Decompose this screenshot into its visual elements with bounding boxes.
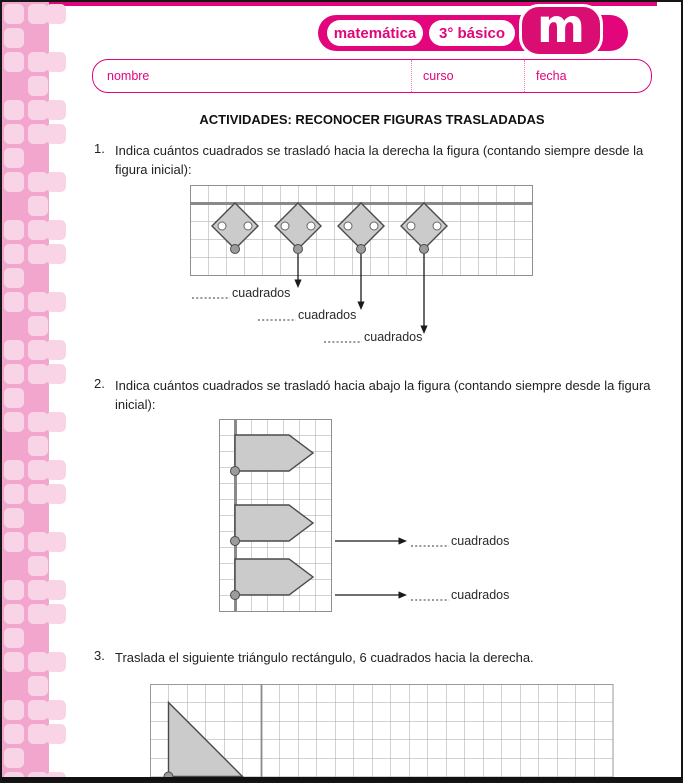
vertex-circle — [370, 222, 378, 230]
vertex-circle — [307, 222, 315, 230]
answer-blank-label: cuadrados — [298, 308, 357, 322]
exercise-3 — [94, 648, 653, 667]
figure-1-svg — [190, 185, 538, 353]
figure-1 — [190, 185, 538, 358]
figure-3-svg — [150, 684, 614, 783]
decorative-border — [2, 2, 66, 781]
exercise-1 — [94, 141, 653, 179]
brand-logo-letter: m — [537, 0, 585, 53]
right-arrow — [335, 591, 407, 598]
subject-badge — [327, 20, 423, 46]
exercise-3-instruction: Traslada el siguiente triángulo rectángulo, 6 cuadrados hacia la derecha. — [115, 650, 534, 665]
answer-blank — [411, 588, 509, 602]
right-arrow — [335, 537, 407, 544]
name-field-label: nombre — [107, 69, 150, 83]
vertex-dot — [231, 591, 240, 600]
vertex-dot — [420, 245, 429, 254]
divider — [411, 60, 412, 92]
course-field-label: curso — [423, 69, 454, 83]
vertex-circle — [407, 222, 415, 230]
divider — [524, 60, 525, 92]
figure-2 — [219, 419, 519, 622]
figure-3 — [150, 684, 614, 783]
vertex-dot — [231, 245, 240, 254]
date-field-label: fecha — [536, 69, 567, 83]
answer-blank-label: cuadrados — [451, 534, 510, 548]
vertex-circle — [218, 222, 226, 230]
exercise-1-number: 1. — [94, 141, 105, 156]
exercise-1-instruction: Indica cuántos cuadrados se trasladó hacia la derecha la figura (contando siempre desde la figura inicial): — [115, 143, 644, 177]
figure-2-svg — [219, 419, 519, 617]
exercise-2 — [94, 376, 653, 414]
answer-blank-label: cuadrados — [232, 286, 291, 300]
exercise-2-instruction: Indica cuántos cuadrados se trasladó hacia abajo la figura (contando siempre desde la figura inicial): — [115, 378, 651, 412]
grade-badge-label: 3° básico — [438, 24, 506, 42]
pink-squares-pattern — [2, 2, 66, 781]
student-info-row — [92, 59, 652, 93]
vertex-circle — [281, 222, 289, 230]
answer-blank — [192, 286, 290, 300]
vertex-dot — [231, 537, 240, 546]
answer-blank — [258, 308, 356, 322]
brand-logo — [519, 0, 603, 57]
answer-blank-label: cuadrados — [364, 330, 423, 344]
bottom-cut-edge — [2, 777, 683, 781]
answer-blank — [324, 330, 422, 344]
vertex-circle — [344, 222, 352, 230]
subject-badge-label: matemática — [333, 24, 417, 42]
grade-badge — [429, 20, 515, 46]
page-title: ACTIVIDADES: RECONOCER FIGURAS TRASLADADAS — [199, 112, 545, 127]
vertex-dot — [357, 245, 366, 254]
vertex-dot — [231, 467, 240, 476]
exercise-3-number: 3. — [94, 648, 105, 663]
vertex-circle — [433, 222, 441, 230]
answer-blank — [411, 534, 509, 548]
vertex-circle — [244, 222, 252, 230]
answer-blank-label: cuadrados — [451, 588, 510, 602]
exercise-2-number: 2. — [94, 376, 105, 391]
vertex-dot — [294, 245, 303, 254]
